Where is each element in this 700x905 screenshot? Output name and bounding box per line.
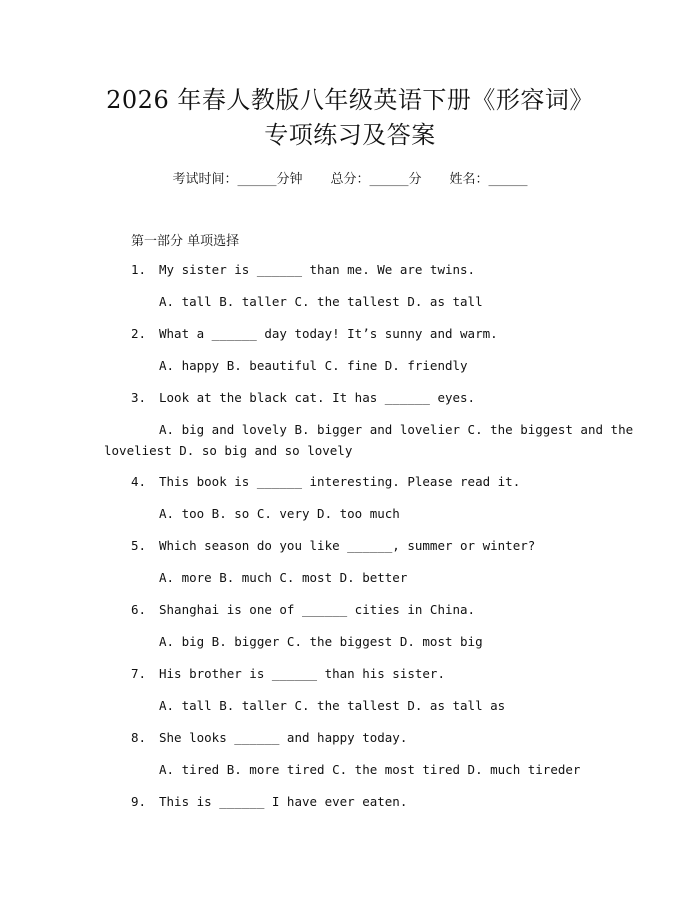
question-text: This book is ______ interesting. Please read it.	[159, 474, 521, 489]
document-title-line1: 2026 年春人教版八年级英语下册《形容词》	[106, 86, 594, 114]
question-text: Shanghai is one of ______ cities in China.	[159, 602, 476, 617]
question-text: Which season do you like ______, summer or winter?	[159, 538, 536, 553]
question-1-options: A. tall B. taller C. the tallest D. as tall	[159, 294, 483, 309]
question-text: His brother is ______ than his sister.	[159, 666, 445, 681]
question-3-options-line2: loveliest D. so big and so lovely	[104, 443, 353, 458]
question-text: What a ______ day today! It’s sunny and warm.	[159, 326, 498, 341]
question-number: 8.	[131, 730, 147, 745]
question-7-options: A. tall B. taller C. the tallest D. as tall as	[159, 698, 506, 713]
question-number: 9.	[131, 794, 147, 809]
question-4-options: A. too B. so C. very D. too much	[159, 506, 400, 521]
question-number: 4.	[131, 474, 147, 489]
section-title: 第一部分 单项选择	[131, 234, 240, 249]
question-text: Look at the black cat. It has ______ eyes.	[159, 390, 476, 405]
question-number: 1.	[131, 262, 147, 277]
exam-meta	[0, 168, 700, 187]
exam-score: 总分：______分	[330, 172, 422, 187]
question-text: This is ______ I have ever eaten.	[159, 794, 408, 809]
question-2-options: A. happy B. beautiful C. fine D. friendly	[159, 358, 468, 373]
question-text: She looks ______ and happy today.	[159, 730, 408, 745]
question-5-options: A. more B. much C. most D. better	[159, 570, 408, 585]
question-number: 2.	[131, 326, 147, 341]
question-text: My sister is ______ than me. We are twins.	[159, 262, 476, 277]
question-8-options: A. tired B. more tired C. the most tired D. much tireder	[159, 762, 581, 777]
question-3-options-line1: A. big and lovely B. bigger and lovelier C. the biggest and the	[159, 422, 634, 437]
exam-time: 考试时间：______分钟	[172, 172, 303, 187]
question-number: 5.	[131, 538, 147, 553]
question-number: 6.	[131, 602, 147, 617]
question-6-options: A. big B. bigger C. the biggest D. most big	[159, 634, 483, 649]
exam-name: 姓名：______	[449, 172, 528, 187]
document-title-line2: 专项练习及答案	[264, 121, 436, 149]
question-9	[131, 792, 408, 872]
question-number: 7.	[131, 666, 147, 681]
question-number: 3.	[131, 390, 147, 405]
